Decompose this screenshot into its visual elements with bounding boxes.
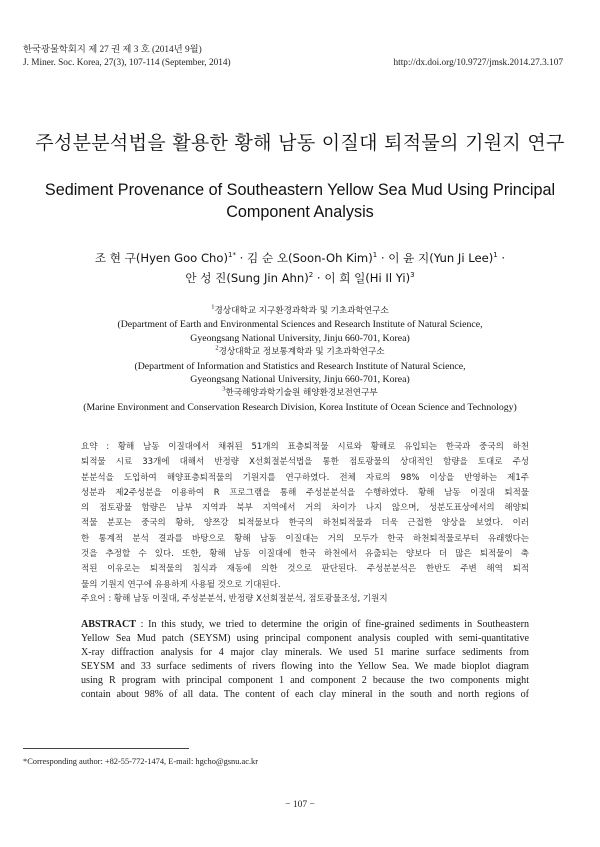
author-list xyxy=(40,248,560,288)
author-name: 조 현 구(Hyen Goo Cho) xyxy=(94,251,229,265)
abstract-en-line: X-ray diffraction analysis for 4 major clay minerals. We used 51 marine surface sediments from xyxy=(81,647,529,659)
journal-header xyxy=(23,44,563,70)
affiliation-2-ko: $^2$경상대학교 정보통계학과 및 기초과학연구소 xyxy=(215,344,385,358)
affiliation-1-ko: $^1$경상대학교 지구환경과학과 및 기초과학연구소 xyxy=(211,303,389,316)
author-line-2 xyxy=(40,268,560,288)
author-mark: 1 xyxy=(372,251,378,260)
footnote-divider xyxy=(23,748,189,749)
abstract-english xyxy=(81,618,529,703)
author-name: 김 순 오(Soon-Oh Kim) xyxy=(247,251,373,265)
affiliation-2-en-line-2: Gyeongsang National University, Jinju 660-701, Korea) xyxy=(190,374,410,386)
corresponding-author-footnote: *Corresponding author: +82-55-772-1474, E-mail: hgcho@gsnu.ac.kr xyxy=(23,757,259,766)
journal-header-row-2 xyxy=(23,57,563,70)
abstract-en-line: contain about 98% of all data. The content of each clay mineral in the south and north regions of xyxy=(81,689,529,701)
abstract-ko-line: 한 통계적 분석 결과를 바탕으로 황해 남동 이질대는 거의 모두가 한국 하천퇴적물로부터 유래했다는 xyxy=(81,533,529,544)
title-english-line-1: Sediment Provenance of Southeastern Yellow Sea Mud Using Principal xyxy=(44,181,556,199)
affiliation-block xyxy=(20,304,580,414)
affiliation-2-en-line-1: (Department of Information and Statistics and Research Institute of Natural Science, xyxy=(134,360,466,372)
abstract-ko-line: 성분과 제2주성분을 이용하여 R 프로그램을 통해 주성분분석을 수행하였다. 황해 남동 이질대 퇴적물 xyxy=(81,487,529,498)
abstract-en-first-line-text: : In this study, we tried to determine the origin of fine-grained sediments in Southeastern xyxy=(135,619,529,630)
journal-citation-ko: 한국광물학회지 제 27 권 제 3 호 (2014년 9월) xyxy=(23,45,202,55)
title-english xyxy=(40,179,560,223)
abstract-korean xyxy=(81,440,529,593)
abstract-ko-line: 적물 분포는 중국의 황하, 양쯔강 퇴적물보다 한국의 하천퇴적물과 더욱 근접한 양상을 보였다. 이러 xyxy=(81,518,529,529)
keywords-korean: 주요어 : 황해 남동 이질대, 주성분분석, 반정량 X선회절분석, 점토광물조성, 기원지 xyxy=(81,594,388,604)
abstract-ko-line: 분분석을 도입하여 해양표층퇴적물의 기원지를 연구하였다. 전체 자료의 98% 이상을 반영하는 제1주 xyxy=(81,472,529,483)
author-separator: · xyxy=(313,271,325,285)
author-mark: 1 xyxy=(493,251,498,260)
author-separator: · xyxy=(497,251,506,265)
abstract-ko-line: 요약 : 황해 남동 이질대에서 채취된 51개의 표층퇴적물 시료와 황해로 유입되는 한국과 중국의 하천 xyxy=(81,442,529,452)
abstract-ko-line: 적된 이유로는 퇴적물의 침식과 재동에 의한 것으로 판단된다. 주성분분석은 한반도 주변 해역 퇴적 xyxy=(81,564,529,575)
abstract-label: ABSTRACT xyxy=(81,619,136,630)
doi-link[interactable]: http://dx.doi.org/10.9727/jmsk.2014.27.3.107 xyxy=(393,58,563,68)
journal-header-row-1 xyxy=(23,44,563,57)
abstract-en-first-line xyxy=(81,618,529,632)
author-mark: 1* xyxy=(228,251,236,260)
author-name: 이 희 일(Hi Il Yi) xyxy=(324,271,411,285)
affiliation-3-ko: $^3$한국해양과학기술원 해양환경보전연구부 xyxy=(222,386,378,399)
author-mark: 3 xyxy=(410,271,415,280)
title-korean: 주성분분석법을 활용한 황해 남동 이질대 퇴적물의 기원지 연구 xyxy=(35,132,565,154)
author-line-1 xyxy=(40,248,560,268)
author-separator: · xyxy=(377,251,389,265)
abstract-ko-line: 의 점토광물 함량은 남부 지역과 북부 지역에서 거의 차이가 나지 않으며, 성분도표상에서의 해양퇴 xyxy=(81,503,529,514)
abstract-en-line: Yellow Sea Mud patch (SEYSM) using principal component analysis coupled with semi-quantitative xyxy=(81,633,529,645)
title-english-line-2: Component Analysis xyxy=(226,203,374,221)
author-name: 이 윤 지(Yun Ji Lee) xyxy=(388,251,494,265)
affiliation-1-en-line-2: Gyeongsang National University, Jinju 660-701, Korea) xyxy=(190,332,410,344)
author-mark: 2 xyxy=(308,271,314,280)
page-number: − 107 − xyxy=(285,800,315,810)
author-name: 안 성 진(Sung Jin Ahn) xyxy=(185,271,309,285)
journal-citation-en: J. Miner. Soc. Korea, 27(3), 107-114 (September, 2014) xyxy=(23,58,231,68)
affiliation-mark: 2 xyxy=(215,344,219,352)
abstract-ko-line: 물의 기원지 연구에 유용하게 사용될 것으로 기대된다. xyxy=(81,579,281,590)
abstract-en-line: SEYSM and 33 surface sediments of rivers flowing into the Yellow Sea. We made bioplot diagram xyxy=(81,661,529,673)
affiliation-3-en-line-1: (Marine Environment and Conservation Research Division, Korea Institute of Ocean Science and Technology) xyxy=(83,401,517,413)
affiliation-1-en-line-1: (Department of Earth and Environmental Sciences and Research Institute of Natural Science, xyxy=(117,319,483,331)
abstract-ko-line: 퇴적물 시료 33개에 대해서 반정량 X선회절분석법을 통한 점토광물의 상대적인 함량을 토대로 주성 xyxy=(81,457,529,468)
affiliation-mark: 3 xyxy=(222,386,226,394)
abstract-en-line: using R program with principal component 1 and component 2 because the two components might xyxy=(81,675,529,687)
affiliation-mark: 1 xyxy=(211,303,215,311)
author-separator: · xyxy=(235,251,248,265)
abstract-ko-line: 것을 추정할 수 있다. 또한, 황해 남동 이질대에 한국 하천에서 유출되는 양보다 더 많은 퇴적물이 축 xyxy=(81,549,529,560)
